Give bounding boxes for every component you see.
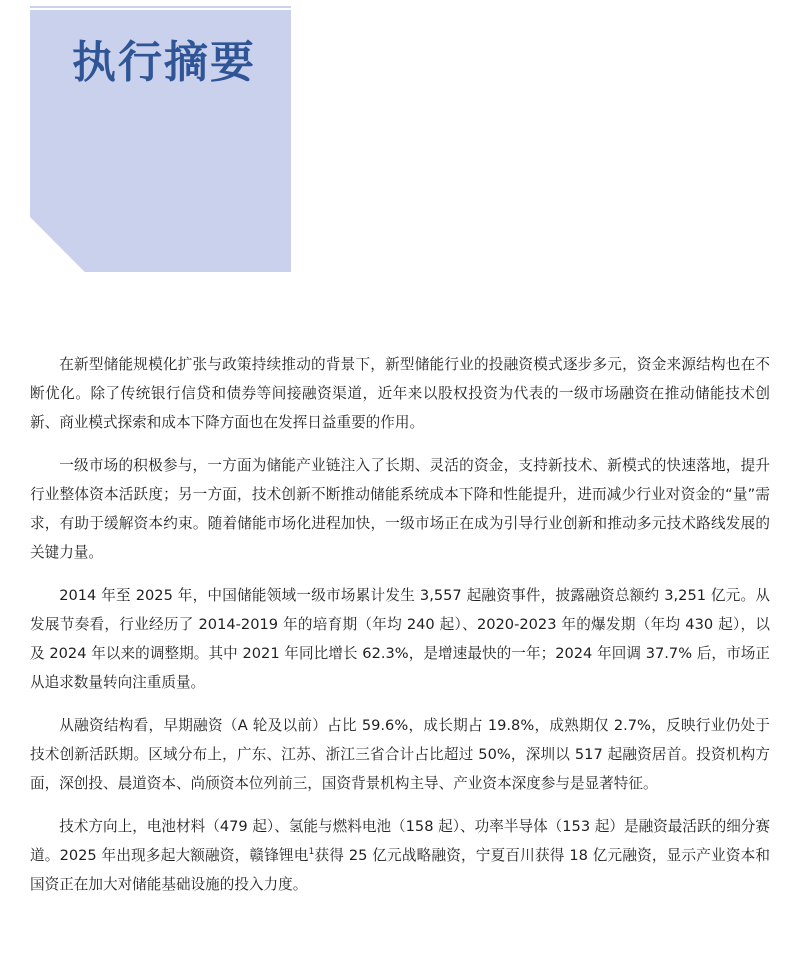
paragraph-2: 一级市场的积极参与，一方面为储能产业链注入了长期、灵活的资金，支持新技术、新模式的快速落地，提升行业整体资本活跃度；另一方面，技术创新不断推动储能系统成本下降和性能提升，进而减少行业对资金的“量”需求，有助于缓解资本约束。随着储能市场化进程加快，一级市场正在成为引导行业创新和推动多元技术路线发展的关键力量。 — [30, 457, 770, 561]
header-rule — [30, 0, 291, 8]
paragraph-1: 在新型储能规模化扩张与政策持续推动的背景下，新型储能行业的投融资模式逐步多元，资金来源结构也在不断优化。除了传统银行信贷和债券等间接融资渠道，近年来以股权投资为代表的一级市场融资在推动储能技术创新、商业模式探索和成本下降方面也在发挥日益重要的作用。 — [30, 356, 770, 431]
paragraph-5-text-b: 获得 25 亿元战略融资，宁夏百川获得 18 亿元融资，显示产业资本和国资正在加大对储能基础设施的投入力度。 — [30, 847, 771, 893]
paragraph-5 — [30, 812, 770, 899]
paragraph-4: 从融资结构看，早期融资（A 轮及以前）占比 59.6%，成长期占 19.8%，成熟期仅 2.7%，反映行业仍处于技术创新活跃期。区域分布上，广东、江苏、浙江三省合计占比超过 50%，深圳以 517 起融资居首。投资机构方面，深创投、晨道资本、尚颀资本位列前三，国资背景机构主导、产业资本深度参与是显著特征。 — [30, 717, 770, 792]
footnote-marker: 1 — [308, 847, 315, 858]
paragraph-5-text-a: 技术方向上，电池材料（479 起）、氢能与燃料电池（158 起）、功率半导体（153 起）是融资最活跃的细分赛道。2025 年出现多起大额融资，赣锋锂电 — [30, 818, 770, 864]
summary-body — [30, 350, 770, 913]
page-title: 执行摘要 — [72, 37, 256, 88]
paragraph-3: 2014 年至 2025 年，中国储能领域一级市场累计发生 3,557 起融资事件，披露融资总额约 3,251 亿元。从发展节奏看，行业经历了 2014-2019 年的培育期（年均 240 起）、2020-2023 年的爆发期（年均 430 起），以及 2024 年以来的调整期。其中 2021 年同比增长 62.3%，是增速最快的一年；2024 年回调 37.7% 后，市场正从追求数量转向注重质量。 — [30, 587, 770, 691]
